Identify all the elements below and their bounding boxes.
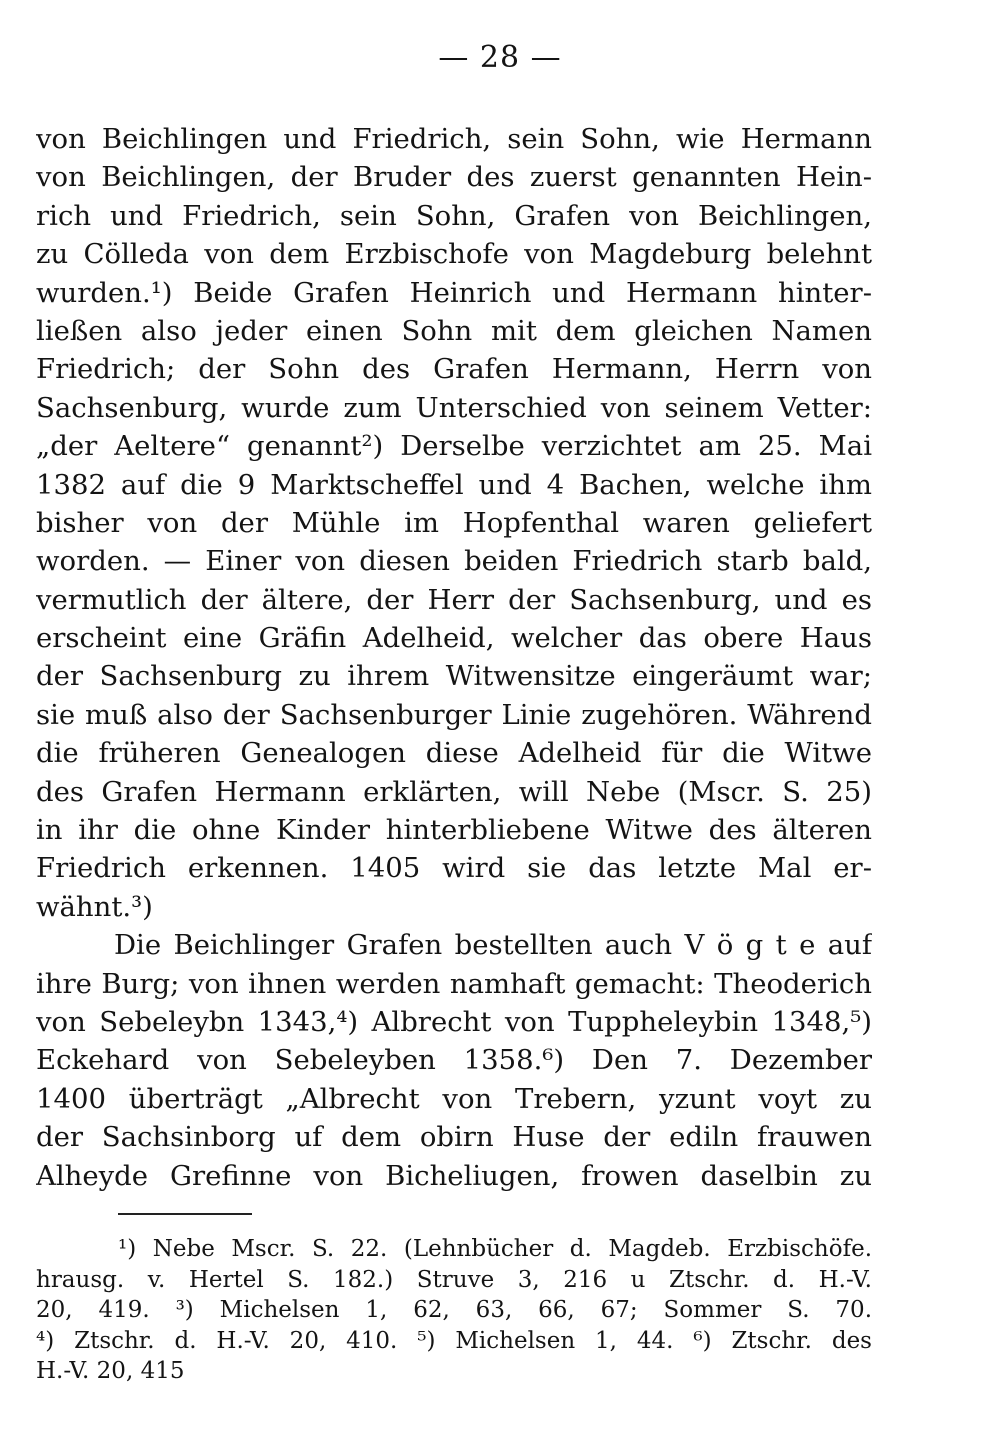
text-line: sie muß also der Sachsenburger Linie zugehören. Während [36, 698, 872, 731]
text-line: 1382 auf die 9 Marktscheffel und 4 Bachen, welche ihm [36, 468, 872, 501]
page-number: — 28 — [438, 40, 562, 75]
text-line: der Sachsinborg uf dem obirn Huse der ediln frauwen [36, 1121, 872, 1154]
text-line: der Sachsenburg zu ihrem Witwensitze eingeräumt war; [36, 660, 872, 693]
footnote-line: ⁴) Ztschr. d. H.-V. 20, 410. ⁵) Michelsen 1, 44. ⁶) Ztschr. des [36, 1327, 872, 1354]
text-line: rich und Friedrich, sein Sohn, Grafen von Beichlingen, [36, 199, 872, 232]
text-line: von Sebeleybn 1343,⁴) Albrecht von Tuppheleybin 1348,⁵) [36, 1005, 872, 1038]
text-line: des Grafen Hermann erklärten, will Nebe (Mscr. S. 25) [36, 775, 872, 808]
text-line: zu Cölleda von dem Erzbischofe von Magdeburg belehnt [36, 238, 872, 271]
text-line: von Beichlingen und Friedrich, sein Sohn, wie Hermann [36, 123, 872, 155]
text-line: ließen also jeder einen Sohn mit dem gleichen Namen [36, 314, 872, 347]
text-line: die früheren Genealogen diese Adelheid für die Witwe [36, 737, 872, 770]
body-text [36, 120, 872, 1195]
footnote-line: hrausg. v. Hertel S. 182.) Struve 3, 216 u Ztschr. d. H.-V. [36, 1266, 872, 1293]
footnotes [36, 1234, 872, 1387]
text-line: „der Aeltere“ genannt²) Derselbe verzichtet am 25. Mai [36, 430, 872, 463]
text-line: erscheint eine Gräfin Adelheid, welcher das obere Haus [36, 622, 872, 655]
text-line: Friedrich erkennen. 1405 wird sie das letzte Mal er- [36, 852, 872, 885]
text-line: Sachsenburg, wurde zum Unterschied von seinem Vetter: [36, 391, 872, 424]
text-line: 1400 überträgt „Albrecht von Trebern, yzunt voyt zu [36, 1082, 872, 1115]
paragraph-start-line: Die Beichlinger Grafen bestellten auch V ö g t e auf [114, 929, 872, 962]
text-line: wurden.¹) Beide Grafen Heinrich und Hermann hinter- [36, 276, 872, 309]
text-line: Friedrich; der Sohn des Grafen Hermann, Herrn von [36, 353, 872, 386]
text-line: bisher von der Mühle im Hopfenthal waren geliefert [36, 506, 872, 539]
text-line: in ihr die ohne Kinder hinterbliebene Witwe des älteren [36, 814, 872, 847]
text-line: ihre Burg; von ihnen werden namhaft gemacht: Theoderich [36, 967, 872, 1000]
footnote-line: H.-V. 20, 415 [36, 1358, 185, 1384]
footnote-line: 20, 419. ³) Michelsen 1, 62, 63, 66, 67; Sommer S. 70. [36, 1297, 872, 1323]
footnote-separator-rule [118, 1213, 252, 1215]
text-line: Eckehard von Sebeleyben 1358.⁶) Den 7. Dezember [36, 1044, 872, 1077]
text-line: worden. — Einer von diesen beiden Friedrich starb bald, [36, 545, 872, 578]
text-line: vermutlich der ältere, der Herr der Sachsenburg, und es [36, 583, 872, 616]
footnote-line: ¹) Nebe Mscr. S. 22. (Lehnbücher d. Magdeb. Erzbischöfe. [118, 1236, 872, 1262]
text-line: wähnt.³) [36, 890, 153, 923]
text-line: Alheyde Grefinne von Bicheliugen, frowen daselbin zu [36, 1159, 872, 1192]
text-line: von Beichlingen, der Bruder des zuerst genannten Hein- [36, 161, 872, 194]
